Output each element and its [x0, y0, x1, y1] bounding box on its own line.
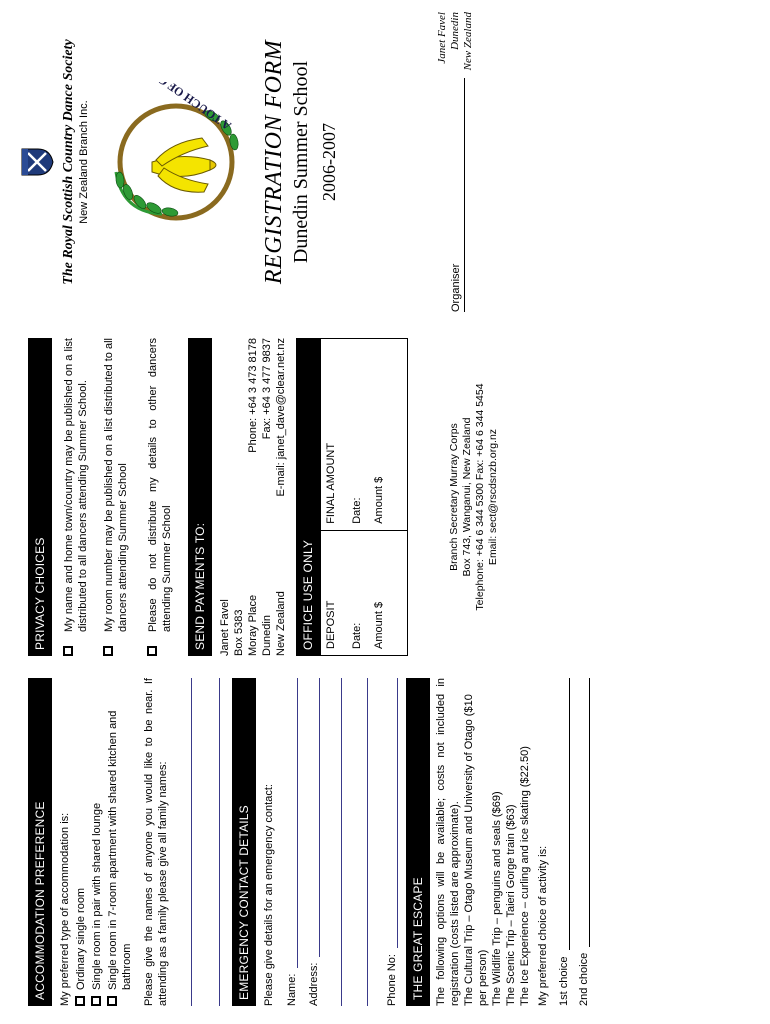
escape-item: The Wildlife Trip – penguins and seals ($69): [491, 791, 503, 1006]
names-line-2[interactable]: [218, 678, 220, 1006]
names-line-1[interactable]: [190, 678, 192, 1006]
names-instructions: Please give the names of anyone you would like to be near. If attending as a family please give all family names:: [143, 678, 169, 1006]
organiser-label: Organiser: [436, 78, 465, 312]
address-line-2[interactable]: [340, 678, 342, 1006]
office-deposit-cell: DEPOSIT Date: Amount $: [321, 530, 408, 655]
accommodation-option-3[interactable]: Single room in 7-room apartment with shared kitchen and bathroom: [106, 678, 134, 1006]
emergency-name-field[interactable]: Name:: [286, 678, 298, 1006]
accommodation-intro: My preferred type of accommodation is:: [59, 812, 71, 1006]
checkbox[interactable]: [107, 996, 117, 1006]
school-name: Dunedin Summer School: [290, 60, 312, 264]
emergency-address-field[interactable]: Address:: [308, 678, 320, 1006]
address-line-3[interactable]: [366, 678, 368, 1006]
panel-accommodation-emergency: [28, 678, 590, 1006]
society-crest: [20, 12, 59, 312]
payments-contact: [218, 338, 288, 497]
payments-header: SEND PAYMENTS TO:: [188, 338, 212, 656]
checkbox[interactable]: [75, 996, 85, 1006]
payments-address: Janet Favel Box 5383 Moray Place Dunedin New Zealand: [219, 591, 287, 656]
form-title: REGISTRATION FORM: [261, 39, 287, 285]
accommodation-option-1[interactable]: Ordinary single room: [74, 678, 88, 1006]
society-name: The Royal Scottish Country Dance Society: [61, 39, 76, 285]
escape-intro: The following options will be available; costs not included in registration (costs listed are approximate).: [435, 678, 461, 1006]
emergency-phone-field[interactable]: Phone No:: [386, 678, 398, 1006]
escape-item: The Ice Experience – curling and ice skating ($22.50): [519, 746, 531, 1006]
payments-fax: Fax: +64 3 477 9837: [261, 338, 273, 440]
first-choice-field[interactable]: 1st choice: [558, 678, 570, 1006]
logo-text: A TOUCH OF GOLD: [133, 82, 234, 134]
panel-cover: [20, 12, 475, 312]
checkbox[interactable]: [103, 646, 113, 656]
emergency-header: EMERGENCY CONTACT DETAILS: [232, 678, 256, 1006]
organiser-name: Janet Favel Dunedin New Zealand: [436, 12, 474, 71]
panel-privacy-payments: [28, 338, 500, 656]
second-choice-field[interactable]: 2nd choice: [578, 678, 590, 1006]
checkbox[interactable]: [63, 646, 73, 656]
payments-phone: Phone: +64 3 473 8178: [247, 338, 259, 453]
accommodation-header: ACCOMMODATION PREFERENCE: [28, 678, 52, 1006]
checkbox[interactable]: [91, 996, 101, 1006]
branch-secretary-block: Branch Secretary Murray Corps Box 743, Wanganui, New Zealand Telephone: +64 6 344 5300 Fax: +64 6 344 5454 Email: sect@rscdsnzb.org.nz: [448, 383, 499, 611]
privacy-option-2[interactable]: My room number may be published on a list distributed to all dancers attending Summer School: [102, 338, 130, 656]
choice-intro: My preferred choice of activity is:: [537, 845, 549, 1006]
office-header: OFFICE USE ONLY: [296, 338, 320, 656]
organiser-block: [436, 12, 475, 312]
privacy-option-1[interactable]: My name and home town/country may be published on a list distributed to all dancers attending Summer School.: [62, 338, 90, 656]
emergency-intro: Please give details for an emergency contact:: [263, 784, 275, 1006]
checkbox[interactable]: [147, 646, 157, 656]
payments-email[interactable]: E-mail: janet_dave@clear.net.nz: [275, 338, 287, 497]
escape-item: The Scenic Trip – Taieri Gorge train ($63): [505, 804, 517, 1006]
office-final-cell: FINAL AMOUNT Date: Amount $: [321, 339, 408, 531]
escape-item: The Cultural Trip – Otago Museum and University of Otago ($10 per person): [463, 694, 489, 1006]
privacy-header: PRIVACY CHOICES: [28, 338, 52, 656]
accommodation-option-2[interactable]: Single room in pair with shared lounge: [90, 678, 104, 1006]
privacy-option-3[interactable]: Please do not distribute my details to other dancers attending Summer School: [146, 338, 174, 656]
office-use-table: [320, 338, 408, 656]
branch-name: New Zealand Branch Inc.: [78, 100, 90, 224]
crest-icon: [20, 147, 54, 177]
touch-of-gold-logo: [92, 12, 267, 312]
escape-header: THE GREAT ESCAPE: [406, 678, 430, 1006]
school-years: 2006-2007: [319, 123, 339, 201]
payments-block: [218, 338, 288, 656]
touch-of-gold-logo-icon: [92, 82, 262, 242]
